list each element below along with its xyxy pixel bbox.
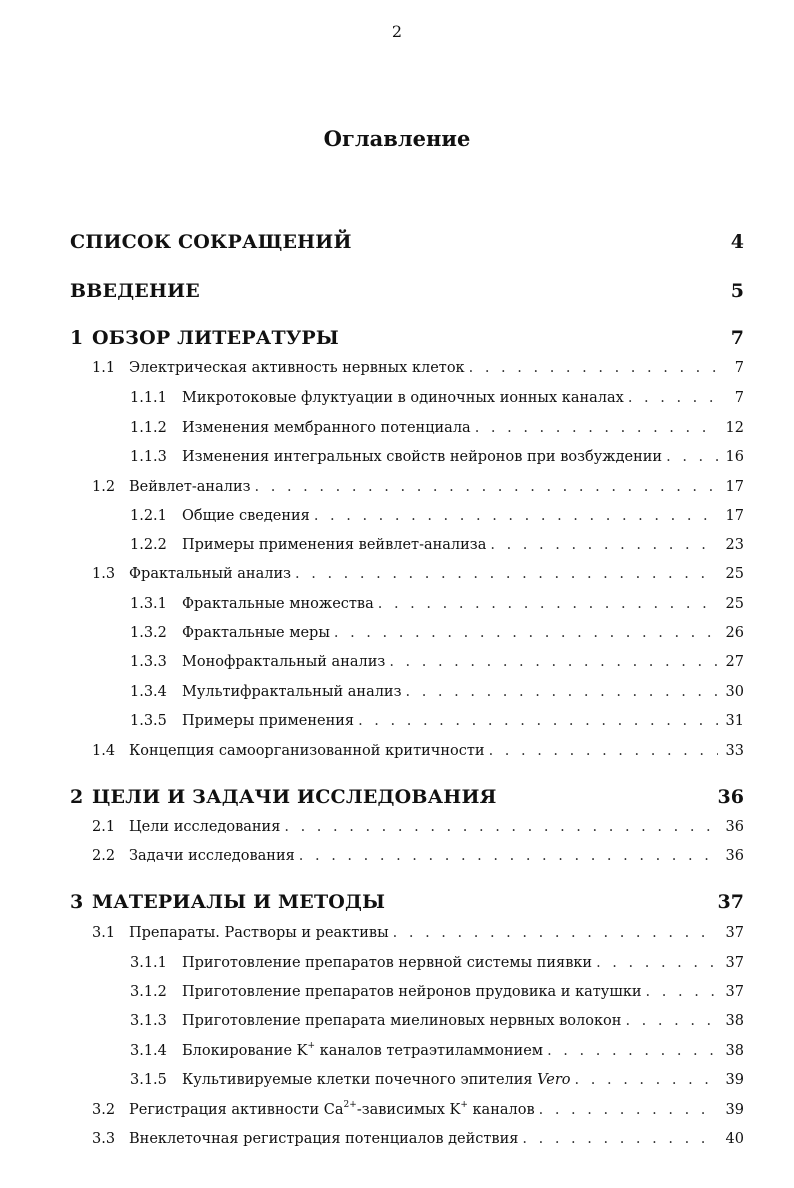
toc-leader-dots (628, 390, 718, 406)
toc-entry-subsection-3-1-3[interactable] (130, 1013, 744, 1029)
toc-entry-page: 27 (725, 654, 744, 670)
toc-entry-page: 31 (725, 713, 744, 729)
toc-entry-abbreviations[interactable] (70, 231, 744, 253)
page-number: 2 (391, 22, 403, 41)
toc-entry-label: СПИСОК СОКРАЩЕНИЙ (70, 231, 352, 253)
toc-entry-number: 2.1 (92, 819, 116, 835)
toc-entry-subsection-1-3-3[interactable] (130, 654, 744, 670)
toc-entry-number: 1.3.1 (130, 596, 167, 612)
toc-entry-number: 3.1.2 (130, 984, 167, 1000)
toc-leader-dots (284, 819, 718, 835)
toc-entry-number: 3.1.4 (130, 1043, 167, 1059)
toc-leader-dots (295, 566, 718, 582)
toc-entry-label: Задачи исследования (129, 848, 295, 864)
toc-leader-dots (475, 420, 718, 436)
toc-entry-subsection-1-1-1[interactable] (130, 390, 744, 406)
toc-entry-section-1-2[interactable] (92, 479, 744, 495)
toc-entry-number: 3 (70, 891, 84, 913)
toc-entry-section-3-2[interactable] (92, 1102, 744, 1118)
toc-leader-dots (646, 984, 718, 1000)
toc-entry-page: 39 (725, 1102, 744, 1118)
toc-entry-chapter-3[interactable] (70, 891, 744, 913)
toc-entry-page: 23 (725, 537, 744, 553)
toc-entry-label: Приготовление препарата миелиновых нервных волокон (182, 1013, 622, 1029)
toc-entry-subsection-1-1-2[interactable] (130, 420, 744, 436)
toc-entry-label: Мультифрактальный анализ (182, 684, 402, 700)
toc-entry-label: Приготовление препаратов нейронов прудовика и катушки (182, 984, 642, 1000)
toc-entry-subsection-1-2-2[interactable] (130, 537, 744, 553)
toc-entry-section-3-1[interactable] (92, 925, 744, 941)
toc-leader-dots (358, 713, 718, 729)
toc-entry-label: Изменения мембранного потенциала (182, 420, 471, 436)
superscript: + (460, 1100, 468, 1111)
toc-entry-label: Цели исследования (129, 819, 281, 835)
toc-entry-page: 37 (717, 891, 744, 913)
toc-entry-section-1-1[interactable] (92, 360, 744, 376)
toc-entry-number: 1.3.2 (130, 625, 167, 641)
toc-entry-number: 3.1.5 (130, 1072, 167, 1088)
toc-entry-subsection-3-1-1[interactable] (130, 955, 744, 971)
toc-entry-page: 7 (730, 327, 744, 349)
toc-entry-subsection-1-3-1[interactable] (130, 596, 744, 612)
toc-entry-page: 37 (725, 984, 744, 1000)
toc-entry-number: 1.3.5 (130, 713, 167, 729)
toc-entry-page: 40 (725, 1131, 744, 1147)
toc-entry-label: Примеры применения (182, 713, 355, 729)
toc-entry-number: 2 (70, 786, 84, 808)
toc-entry-number: 1.1.2 (130, 420, 167, 436)
toc-leader-dots (299, 848, 718, 864)
toc-entry-number: 1.3.3 (130, 654, 167, 670)
toc-leader-dots (489, 743, 718, 759)
toc-entry-number: 3.3 (92, 1131, 116, 1147)
toc-entry-label: ОБЗОР ЛИТЕРАТУРЫ (92, 327, 339, 349)
toc-entry-page: 37 (725, 955, 744, 971)
toc-entry-number: 1.1.3 (130, 449, 167, 465)
toc-entry-label: Препараты. Растворы и реактивы (129, 925, 389, 941)
toc-entry-chapter-1[interactable] (70, 327, 744, 349)
toc-entry-number: 1.2.2 (130, 537, 167, 553)
toc-leader-dots (547, 1043, 718, 1059)
toc-leader-dots (596, 955, 718, 971)
toc-title: Оглавление (323, 126, 471, 151)
label-italic: Vero (537, 1072, 571, 1088)
toc-leader-dots (255, 479, 718, 495)
toc-entry-label: Изменения интегральных свойств нейронов при возбуждении (182, 449, 663, 465)
toc-entry-page: 12 (725, 420, 744, 436)
toc-entry-label: Концепция самоорганизованной критичности (129, 743, 485, 759)
toc-leader-dots (406, 684, 719, 700)
toc-entry-number: 1.2 (92, 479, 116, 495)
toc-entry-subsection-1-3-5[interactable] (130, 713, 744, 729)
toc-leader-dots (522, 1131, 718, 1147)
toc-leader-dots (625, 1013, 718, 1029)
toc-leader-dots (334, 625, 718, 641)
toc-entry-label: Фрактальные меры (182, 625, 330, 641)
toc-entry-page: 30 (725, 684, 744, 700)
toc-entry-page: 26 (725, 625, 744, 641)
label-text: -зависимых K (356, 1102, 461, 1118)
label-text: Культивируемые клетки почечного эпителия (182, 1072, 538, 1088)
label-text: каналов тетраэтиламмонием (315, 1043, 544, 1059)
toc-entry-number: 3.1 (92, 925, 116, 941)
toc-entry-subsection-1-1-3[interactable] (130, 449, 744, 465)
toc-leader-dots (393, 925, 718, 941)
toc-entry-page: 33 (725, 743, 744, 759)
toc-leader-dots (389, 654, 718, 670)
toc-leader-dots (378, 596, 718, 612)
toc-entry-label: Примеры применения вейвлет-анализа (182, 537, 487, 553)
toc-entry-subsection-3-1-5[interactable] (130, 1072, 744, 1088)
toc-entry-label: Электрическая активность нервных клеток (129, 360, 465, 376)
toc-entry-page: 4 (730, 231, 744, 253)
toc-entry-number: 1.1.1 (130, 390, 167, 406)
toc-entry-label (182, 1072, 571, 1088)
superscript: + (307, 1041, 316, 1052)
toc-entry-page: 25 (725, 566, 744, 582)
toc-entry-section-1-4[interactable] (92, 743, 744, 759)
toc-entry-page: 7 (734, 390, 744, 406)
toc-entry-subsection-3-1-4[interactable] (130, 1043, 744, 1059)
toc-entry-label: Микротоковые флуктуации в одиночных ионных каналах (182, 390, 624, 406)
toc-entry-subsection-1-3-4[interactable] (130, 684, 744, 700)
toc-entry-page: 38 (725, 1013, 744, 1029)
toc-entry-number: 1.3 (92, 566, 116, 582)
toc-entry-number: 3.1.3 (130, 1013, 167, 1029)
toc-entry-subsection-3-1-2[interactable] (130, 984, 744, 1000)
toc-entry-page: 17 (725, 479, 744, 495)
toc-leader-dots (469, 360, 718, 376)
toc-entry-page: 16 (725, 449, 744, 465)
toc-entry-label: Общие сведения (182, 508, 310, 524)
superscript: 2+ (343, 1100, 357, 1111)
toc-entry-page: 25 (725, 596, 744, 612)
toc-entry-page: 36 (725, 819, 744, 835)
toc-entry-label: Фрактальные множества (182, 596, 374, 612)
label-text: Регистрация активности Ca (129, 1102, 344, 1118)
toc-entry-number: 1.1 (92, 360, 116, 376)
toc-entry-page: 5 (730, 280, 744, 302)
toc-entry-page: 36 (725, 848, 744, 864)
toc-entry-chapter-2[interactable] (70, 786, 744, 808)
toc-entry-number: 1.2.1 (130, 508, 167, 524)
toc-entry-label: ЦЕЛИ И ЗАДАЧИ ИССЛЕДОВАНИЯ (92, 786, 497, 808)
toc-leader-dots (575, 1072, 718, 1088)
toc-leader-dots (314, 508, 718, 524)
toc-entry-section-2-1[interactable] (92, 819, 744, 835)
toc-leader-dots (539, 1102, 718, 1118)
toc-entry-page: 17 (725, 508, 744, 524)
toc-entry-subsection-1-2-1[interactable] (130, 508, 744, 524)
toc-entry-label: МАТЕРИАЛЫ И МЕТОДЫ (92, 891, 386, 913)
toc-entry-section-3-3[interactable] (92, 1131, 744, 1147)
toc-entry-label (129, 1102, 535, 1118)
toc-entry-page: 39 (725, 1072, 744, 1088)
toc-entry-page: 36 (717, 786, 744, 808)
toc-entry-page: 38 (725, 1043, 744, 1059)
toc-entry-label: ВВЕДЕНИЕ (70, 280, 200, 302)
toc-leader-dots (490, 537, 718, 553)
toc-entry-number: 2.2 (92, 848, 116, 864)
toc-entry-label: Внеклеточная регистрация потенциалов действия (129, 1131, 519, 1147)
toc-entry-label: Монофрактальный анализ (182, 654, 386, 670)
toc-leader-dots (666, 449, 718, 465)
toc-entry-number: 3.1.1 (130, 955, 167, 971)
toc-entry-number: 1.3.4 (130, 684, 167, 700)
toc-entry-page: 7 (734, 360, 744, 376)
toc-entry-number: 1 (70, 327, 84, 349)
toc-entry-subsection-1-3-2[interactable] (130, 625, 744, 641)
toc-entry-label: Фрактальный анализ (129, 566, 292, 582)
toc-entry-page: 37 (725, 925, 744, 941)
toc-entry-number: 1.4 (92, 743, 116, 759)
toc-entry-number: 3.2 (92, 1102, 116, 1118)
toc-entry-section-2-2[interactable] (92, 848, 744, 864)
toc-entry-introduction[interactable] (70, 280, 744, 302)
label-text: Блокирование K (182, 1043, 308, 1059)
label-text: каналов (467, 1102, 535, 1118)
toc-entry-label: Вейвлет-анализ (129, 479, 251, 495)
toc-entry-label (182, 1043, 543, 1059)
toc-entry-label: Приготовление препаратов нервной системы пиявки (182, 955, 593, 971)
toc-entry-section-1-3[interactable] (92, 566, 744, 582)
